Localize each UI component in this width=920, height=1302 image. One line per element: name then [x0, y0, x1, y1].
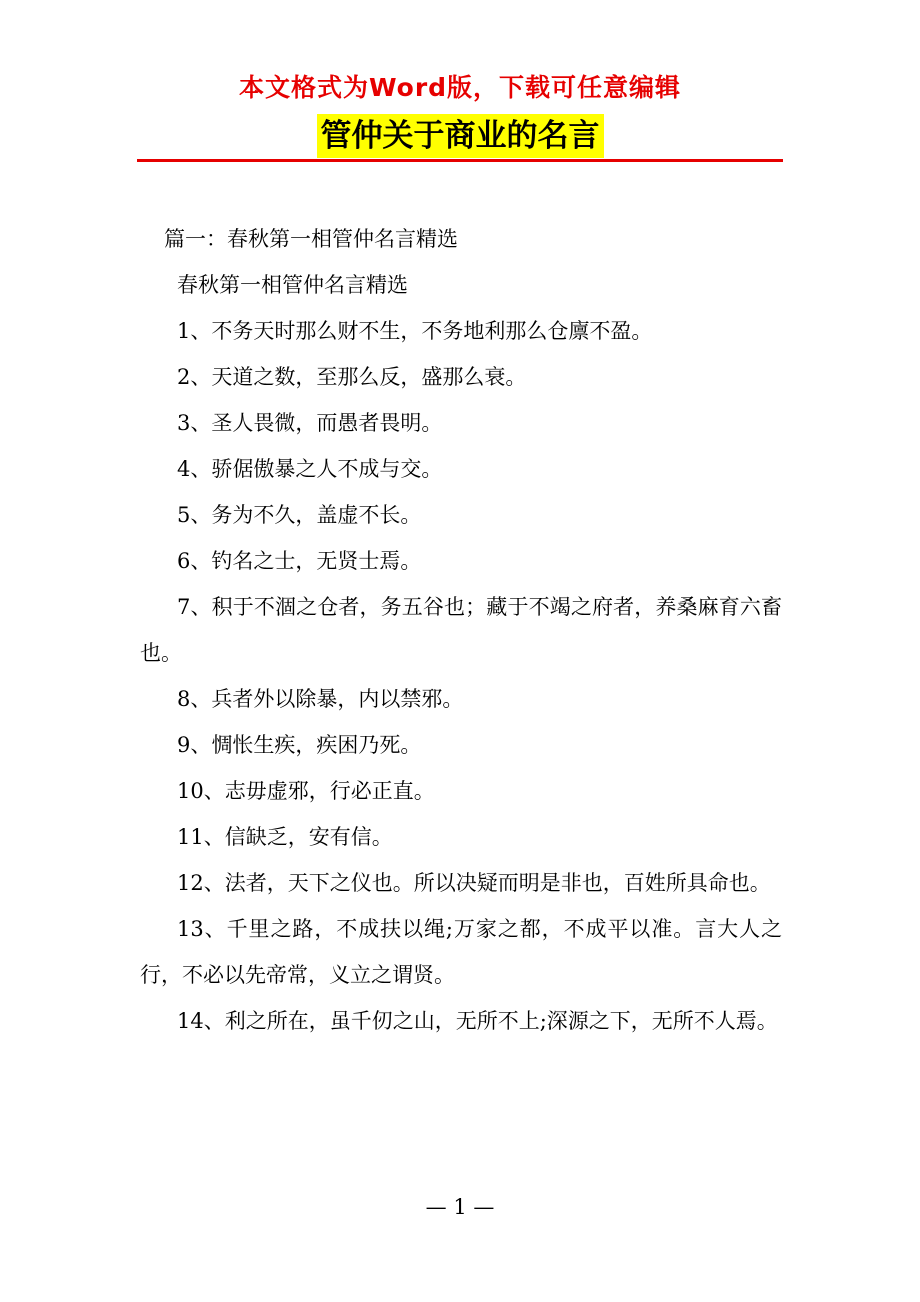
quote-item-14: 14、利之所在，虽千仞之山，无所不上;深源之下，无所不人焉。 [177, 1009, 778, 1033]
subheading: 春秋第一相管仲名言精选 [177, 273, 408, 297]
quote-item-5: 5、务为不久，盖虚不长。 [177, 503, 422, 527]
quote-item-9: 9、惆怅生疾，疾困乃死。 [177, 733, 422, 757]
article-body [140, 216, 782, 1044]
quote-item-1: 1、不务天时那么财不生，不务地利那么仓廪不盈。 [177, 319, 653, 343]
quote-item-3: 3、圣人畏微，而愚者畏明。 [177, 411, 443, 435]
quote-item-6: 6、钓名之士，无贤士焉。 [177, 549, 422, 573]
quote-item-10: 10、志毋虚邪，行必正直。 [177, 779, 435, 803]
section-heading: 篇一：春秋第一相管仲名言精选 [164, 227, 458, 251]
quote-item-4: 4、骄倨傲暴之人不成与交。 [177, 457, 443, 481]
quote-item-12: 12、法者，天下之仪也。所以决疑而明是非也，百姓所具命也。 [177, 871, 771, 895]
page-number: — 1 — [425, 1195, 495, 1219]
header-rule [137, 159, 783, 162]
quote-item-13: 13、千里之路，不成扶以绳;万家之都，不成平以准。言大人之行，不必以先帝常，义立之谓贤。 [140, 917, 782, 987]
format-note: 本文格式为Word版，下载可任意编辑 [238, 73, 682, 102]
quote-item-11: 11、信缺乏，安有信。 [177, 825, 393, 849]
title-container [0, 114, 920, 158]
document-title: 管仲关于商业的名言 [317, 114, 604, 158]
quote-item-2: 2、天道之数，至那么反，盛那么衰。 [177, 365, 527, 389]
quote-item-8: 8、兵者外以除暴，内以禁邪。 [177, 687, 464, 711]
quote-item-7: 7、积于不涸之仓者，务五谷也；藏于不竭之府者，养桑麻育六畜也。 [140, 595, 782, 665]
